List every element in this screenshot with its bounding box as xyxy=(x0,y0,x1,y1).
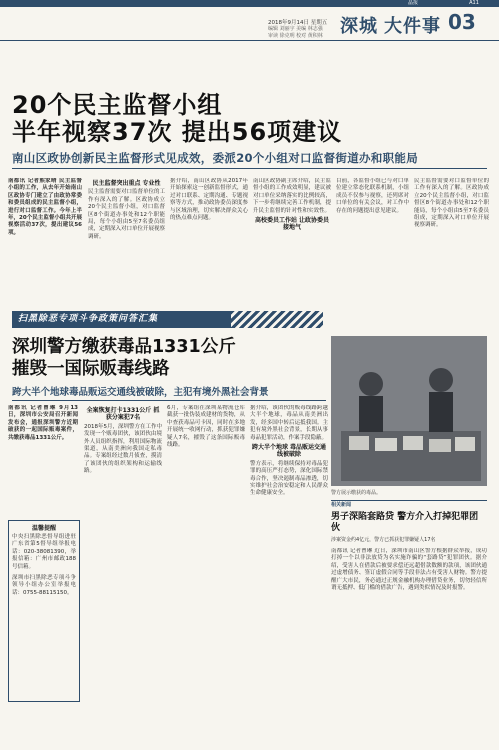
staff-line: 审读 徐克明 校对 黄积林 xyxy=(268,32,323,39)
story2-rule xyxy=(12,400,326,401)
story1-col-2 xyxy=(170,178,248,310)
story1-col-4 xyxy=(336,178,409,310)
reminder-text: 中央扫黑除恶督导组进驻广东省第5督导组举报电话：020-38081390，举报信箱：广州市邮政188号信箱。 xyxy=(12,534,76,570)
side-body: 南都讯 记者曹琳 近日，深圳市南山区警方根据群众举报，成功打掉一个以非法放贷为名实施诈骗的“套路贷”犯罪团伙。据介绍，受害人在借款后被要求偿还远超借款数额的款项，该团伙通过虚增债务、签订虚假合同等手段非法占有受害人财物。警方提醒广大市民，务必通过正规金融机构办理借贷业务，切勿轻信所谓无抵押、低门槛的借款广告，遇到类似情况及时报警。 xyxy=(331,548,487,592)
headline-line: 半年视察37次 提出56项建议 xyxy=(12,118,343,146)
story1-subheadline: 南山区政协创新民主监督形式见成效，委派20个小组对口监督街道办和职能局 xyxy=(12,151,418,165)
lead-text: 南都讯 记者熊家晴 民主监督小组的工作，从去年开始南山区政协专门建立了由政协常委和委员组成的民主监督小组，进行对口监督工作。今年上半年，20个民主监督小组共开展视察活动37次，提出建议56项。 xyxy=(8,178,82,236)
subhead: 高校委员工作站 让政协委员接地气 xyxy=(254,217,330,232)
headline-line: 20个民主监督小组 xyxy=(12,91,223,119)
special-banner: 扫黑除恶专项斗争政策问答汇集 xyxy=(12,311,231,328)
story2-subheadline: 跨大半个地球毒品贩运交通线被破除，主犯有境外黑社会背景 xyxy=(12,387,269,398)
page-tag: A11 xyxy=(457,0,491,7)
body-text: 民主监督需要对口监督单位的工作有深入的了解。区政协成立20个民主监督小组，对口监督区8个街道办事处和12个职能局，每个小组由5至7名委员组成，定期深入对口单位开展视察调研。 xyxy=(88,189,165,240)
reminder-title: 温馨提醒 xyxy=(31,525,56,532)
story1-lead xyxy=(8,178,82,298)
body-text: 警方表示，将继续保持对毒品犯罪的高压严打态势，深化国际禁毒合作，坚决遏制毒品渗透，切实维护社会治安稳定和人民群众生命健康安全。 xyxy=(250,460,328,497)
reminder-text-2: 深圳市扫黑除恶专项斗争领导小组办公室举报电话：0755-88115150。 xyxy=(12,575,76,596)
story2-col-2 xyxy=(167,405,245,745)
staff-credits xyxy=(268,26,338,39)
body-text: 据介绍，该团伙的贩毒线路跨越大半个地球，毒品从南美洲出发，经多国中转后运抵我国。主犯有境外黑社会背景，长期从事毒品犯罪活动，作案手段隐蔽。 xyxy=(250,405,328,441)
sidebar-rule xyxy=(331,500,487,501)
body-text: 据介绍，南山区政协从2017年开始探索这一创新监督形式，通过对口联系、定期沟通、专题视察等方式，推动政协委员深度参与区域治理，切实解决群众关心的热点难点问题。 xyxy=(170,178,248,222)
story2-col-3 xyxy=(250,405,328,745)
body-text: 目前，各监督小组已与对口单位建立常态化联系机制，小组成员不仅参与视察，还列席对口单位的有关会议，对工作中存在的问题提出意见建议。 xyxy=(336,178,409,214)
story1-col-3 xyxy=(253,178,331,310)
lead-text: 南都讯 记者曹琳 9月13日，深圳市公安局召开新闻发布会，通报深圳警方近期破获的一起国际贩毒案件，共缴获毒品1331公斤。 xyxy=(8,405,78,441)
story1-rule xyxy=(12,168,487,169)
masthead-band xyxy=(0,0,499,7)
section-title: 深城 大件事 xyxy=(340,16,442,36)
body-text: 6月，专案组在深圳某物流仓库截获一批伪装成建材的货物，从中查获毒品可卡因，同时在多地开展统一收网行动，抓获犯罪嫌疑人7名，摧毁了这条国际贩毒线路。 xyxy=(167,405,245,449)
headline-line: 深圳警方缴获毒品1331公斤 xyxy=(12,337,236,357)
side-subheadline: 涉案资金约4亿元，警方已抓获犯罪嫌疑人17名 xyxy=(331,537,436,543)
subhead: 跨大半个地球 毒品贩运交通线被破除 xyxy=(251,444,327,459)
reminder-box xyxy=(8,520,80,702)
issue-date: 2018年9月14日 星期五 xyxy=(268,20,328,26)
subhead: 民主监督突出重点 专业性 xyxy=(92,180,161,187)
story2-lead xyxy=(8,405,78,505)
body-text: 2018年5月，深圳警方在工作中发现一个贩毒团伙，该团伙由境外人员组织指挥，利用国际物流渠道，从南美洲向我国走私毒品。专案组经过数月侦查，摸清了该团伙的组织架构和运输线路。 xyxy=(84,423,162,475)
body-text: 民主监督需要对口监督单位的工作有深入的了解。区政协成立20个民主监督小组，对口监督区8个街道办事处和12个职能局，每个小组由5至7名委员组成，定期深入对口单位开展视察调研。 xyxy=(414,178,489,229)
paper-tag: 晶报 xyxy=(408,0,419,6)
staff-line: 编辑 刘丽宇 美编 林志强 xyxy=(268,26,323,32)
side-headline: 男子深陷套路贷 警方介入打掉犯罪团伙 xyxy=(331,512,479,533)
masthead-rule xyxy=(0,40,499,41)
photo-caption: 警方展示缴获的毒品。 xyxy=(331,490,382,496)
page-number: 03 xyxy=(448,10,476,34)
story2-col-1 xyxy=(84,405,162,745)
subhead: 全案恢复打卡1331公斤 抓获分案犯7名 xyxy=(86,407,160,422)
story1-headline xyxy=(12,92,342,146)
body-text: 南山区政协副主席介绍，民主监督小组的工作成效明显，建议被对口单位采纳落实的比例较高，下一步将继续完善工作机制，提升民主监督的针对性和实效性。 xyxy=(253,178,331,214)
photo-illustration xyxy=(331,336,487,486)
story1-col-5 xyxy=(414,178,489,310)
drug-seizure-photo xyxy=(331,336,487,486)
related-news-tag: 相关新闻 xyxy=(331,502,352,508)
story2-headline xyxy=(12,336,236,380)
story1-col-1 xyxy=(88,178,165,310)
headline-line: 摧毁一国际贩毒线路 xyxy=(12,359,170,379)
